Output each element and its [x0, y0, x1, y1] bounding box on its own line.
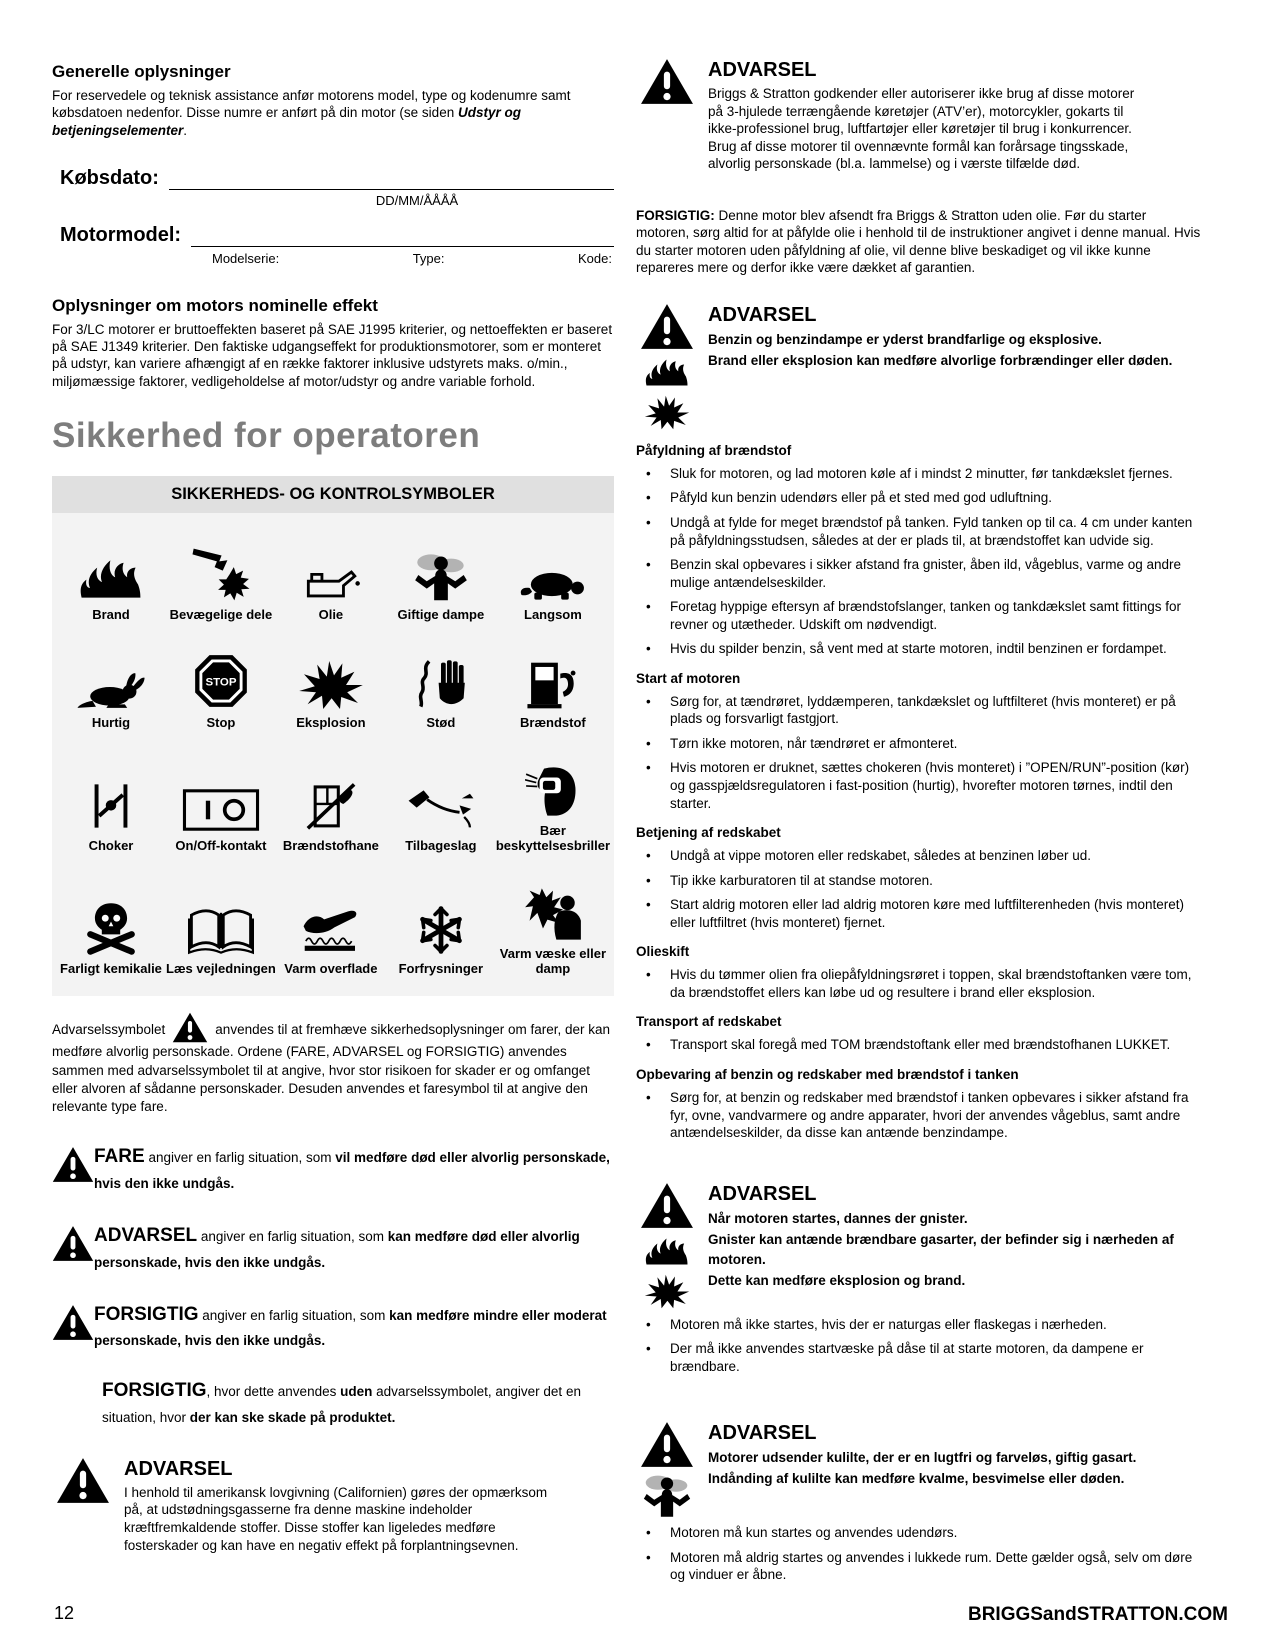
- symbol-cell-oil: [276, 537, 386, 623]
- symbol-label: Stød: [426, 714, 456, 730]
- spark-warning-bullets: [636, 1316, 1202, 1376]
- safety-symbols-grid: [52, 513, 614, 997]
- bullet-item: • Hvis du tømmer olien fra oliepåfyldningsrøret i toppen, skal brændstoftanken være tom, da brændstoffet ellers kan løbe ud og resultere i brand eller eksplosion.: [636, 966, 1202, 1001]
- bullet-item: • Motoren må aldrig startes og anvendes i lukkede rum. Dette gælder også, selv om døre og vinduer er åbne.: [636, 1549, 1202, 1584]
- warning-triangle-icon: [52, 1300, 94, 1353]
- bullet-item: • Motoren må kun startes og anvendes udendørs.: [636, 1524, 1202, 1542]
- safety-symbols-header: SIKKERHEDS- OG KONTROLSYMBOLER: [52, 476, 614, 513]
- choke-icon: [90, 768, 132, 832]
- turtle-icon: [518, 537, 588, 601]
- symbol-cell-goggles: [496, 753, 610, 854]
- spark-warning-line1: Når motoren startes, dannes der gnister.: [708, 1210, 968, 1226]
- co-warning-line2: Indånding af kulilte kan medføre kvalme, besvimelse eller døden.: [708, 1471, 1125, 1487]
- equipment-operation-bullets: [636, 847, 1202, 931]
- model-series-label: Modelserie:: [212, 250, 280, 266]
- equipment-operation-section: [636, 825, 1202, 931]
- bullet-item: • Sørg for, at benzin og redskaber med brændstof i tanken opbevares i sikker afstand fra fyr, ovne, vandvarmere og andre apparater, hvori der anvendes vågeblus, samt andre antændelseskilder, da disse kan antænde benzindampe.: [636, 1089, 1202, 1142]
- atv-warning: [636, 58, 1202, 173]
- bullet-item: • Sørg for, at tændrøret, lyddæmperen, tankdækslet og luftfilteret (hvis monteret) er på plads og forsvarligt fastgjort.: [636, 693, 1202, 728]
- right-column: [636, 58, 1202, 1591]
- explosion-icon: [644, 395, 690, 430]
- page-number: 12: [54, 1603, 75, 1623]
- california-warning-body: [124, 1457, 562, 1554]
- california-warning-icons: [52, 1457, 114, 1554]
- section-heading: Olieskift: [636, 944, 690, 960]
- symbol-cell-chemical: [56, 876, 166, 977]
- model-code-label: Kode:: [578, 250, 612, 266]
- fuel-warning-line1: Benzin og benzindampe er yderst brandfarlige og eksplosive.: [708, 331, 1102, 347]
- symbol-label: Langsom: [524, 606, 582, 622]
- bullet-item: • Hvis motoren er druknet, sættes chokeren (hvis monteret) i ”OPEN/RUN”-position (kør) og gasspjældsregulatoren i fast-position (hurtig), hvorefter motoren tørnes, indtil den starter.: [636, 759, 1202, 812]
- symbol-cell-fuel: [496, 645, 610, 731]
- oil-change-section: [636, 944, 1202, 1001]
- warning-title: ADVARSEL: [708, 1182, 817, 1205]
- section-heading: Påfyldning af brændstof: [636, 442, 792, 458]
- left-column: [52, 62, 614, 1554]
- carbon-monoxide-bullets: [636, 1524, 1202, 1584]
- symbol-cell-fire: [56, 537, 166, 623]
- signal-word: FORSIGTIG: [102, 1380, 207, 1402]
- fuel-warning-line2: Brand eller eksplosion kan medføre alvorlige forbrændinger eller døden.: [708, 352, 1173, 368]
- signal-consequence: kan medføre død eller alvorlig personskade, hvis den ikke undgås.: [94, 1228, 580, 1270]
- note-bold: der kan ske skade på produktet.: [189, 1410, 396, 1425]
- read-manual-icon: [188, 891, 254, 955]
- symbol-label: Farligt kemikalie: [60, 960, 162, 976]
- warning-title: ADVARSEL: [708, 303, 817, 326]
- symbol-label: Varm overflade: [284, 960, 378, 976]
- section-heading: Start af motoren: [636, 670, 741, 686]
- symbol-label: Eksplosion: [296, 714, 366, 730]
- bullet-item: • Foretag hyppige eftersyn af brændstofslanger, tanken og tankdækslet samt fittings for revner og utætheder. Udskift om nødvendigt.: [636, 598, 1202, 633]
- california-warning: [52, 1457, 614, 1554]
- section-heading: Opbevaring af benzin og redskaber med brændstof i tanken: [636, 1066, 1019, 1082]
- purchase-record: [52, 167, 614, 266]
- signal-word: ADVARSEL: [94, 1224, 198, 1246]
- symbol-label: Forfrysninger: [398, 960, 484, 976]
- caution-definition: [52, 1300, 614, 1353]
- symbol-cell-kickback: [386, 753, 496, 854]
- rabbit-icon: [76, 645, 146, 709]
- carbon-monoxide-warning-icons: [636, 1421, 698, 1517]
- carbon-monoxide-warning-body: [708, 1421, 1136, 1517]
- alert-symbol-note: [52, 1012, 614, 1116]
- bullet-item: • Hvis du spilder benzin, så vent med at starte motoren, indtil benzinen er fordampet.: [636, 640, 1202, 658]
- warning-triangle-icon: [52, 1142, 94, 1195]
- symbol-label: Olie: [318, 606, 344, 622]
- oil-can-icon: [297, 537, 365, 601]
- engine-start-bullets: [636, 693, 1202, 812]
- symbol-cell-fast: [56, 645, 166, 731]
- fuel-warning: [636, 303, 1202, 430]
- symbol-label: Brand: [92, 606, 130, 622]
- symbol-cell-explosion: [276, 645, 386, 731]
- purchase-date-blank-line: [169, 187, 614, 190]
- warning-triangle-icon: [640, 58, 694, 105]
- engine-model-blank-line: [191, 244, 614, 247]
- general-info-paragraph: [52, 87, 614, 139]
- power-rating-title: Oplysninger om motors nominelle effekt: [52, 295, 378, 315]
- symbol-label: Stop: [206, 714, 236, 730]
- symbol-label: Læs vejledningen: [166, 960, 276, 976]
- symbol-label: Hurtig: [91, 714, 131, 730]
- explosion-icon: [298, 645, 364, 709]
- spark-warning-body: [708, 1182, 1180, 1309]
- safety-goggles-icon: [525, 753, 581, 817]
- warning-title: ADVARSEL: [708, 59, 817, 81]
- symbol-label: Bevægelige dele: [169, 606, 273, 622]
- operator-safety-title: Sikkerhed for operatoren: [52, 415, 481, 455]
- signal-word: FARE: [94, 1146, 145, 1168]
- atv-warning-body: [708, 58, 1146, 173]
- model-type-label: Type:: [412, 250, 445, 266]
- frostbite-icon: [416, 891, 466, 955]
- symbol-cell-hot-surface: [276, 876, 386, 977]
- storage-bullets: [636, 1089, 1202, 1142]
- oil-caution-paragraph: [636, 207, 1202, 277]
- purchase-date-row: [60, 167, 614, 190]
- bullet-item: • Påfyld kun benzin udendørs eller på et sted med god udluftning.: [636, 489, 1202, 507]
- bullet-item: • Tip ikke karburatoren til at standse motoren.: [636, 872, 1202, 890]
- symbol-label: Giftige dampe: [397, 606, 485, 622]
- symbol-label: Brændstof: [520, 714, 586, 730]
- section-heading: Transport af redskabet: [636, 1014, 782, 1030]
- warning-definition: [52, 1221, 614, 1274]
- warning-triangle-icon: [56, 1457, 110, 1504]
- fuel-shutoff-icon: [303, 768, 359, 832]
- bullet-item: • Motoren må ikke startes, hvis der er naturgas eller flaskegas i nærheden.: [636, 1316, 1202, 1334]
- bullet-item: • Transport skal foregå med TOM brændstoftank eller med brændstofhanen LUKKET.: [636, 1036, 1202, 1054]
- hot-liquid-steam-icon: [524, 876, 582, 940]
- signal-mid: angiver en farlig situation, som: [144, 1150, 336, 1166]
- general-info-text: For reservedele og teknisk assistance anfør motorens model, type og kodenumre samt købsdatoen nedenfor. Disse numre er anført på din motor (se siden: [52, 88, 571, 121]
- bullet-item: • Der må ikke anvendes startvæske på dåse til at starte motoren, da dampene er brændbare.: [636, 1340, 1202, 1375]
- symbol-cell-frostbite: [386, 876, 496, 977]
- toxic-fumes-icon: [412, 537, 470, 601]
- warning-title: ADVARSEL: [124, 1457, 233, 1480]
- general-info-reference: Udstyr og betjeningselementer: [52, 105, 521, 138]
- fuel-filling-bullets: [636, 465, 1202, 658]
- symbol-cell-on-off: [166, 753, 276, 854]
- spark-warning: [636, 1182, 1202, 1309]
- symbol-cell-moving-parts: [166, 537, 276, 623]
- note-text: , hvor dette anvendes: [206, 1384, 341, 1400]
- power-rating-paragraph: For 3/LC motorer er bruttoeffekten baseret på SAE J1995 kriterier, og nettoeffekten er baseret på SAE J1349 kriterier. Den faktiske udgangseffekt for produktionsmotorer, som er monteret på udstyr, kan variere afhængigt af en række faktorer inklusive udstyrets maks. o/min., miljømæssige faktorer, vedligeholdelse af motor/udstyr og andre variable forhold.: [52, 321, 613, 389]
- symbol-cell-read-manual: [166, 876, 276, 977]
- stop-sign-icon: [193, 645, 249, 709]
- symbol-label: Varm væske eller damp: [499, 945, 607, 976]
- atv-warning-text: Briggs & Stratton godkender eller autoriserer ikke brug af disse motorer på 3-hjulede terrængående køretøjer (ATV’er), motorcykler, gokarts til ikke-professionel brug, luftfartøjer eller køretøjer til brug i konkurrencer. Brug af disse motorer til ovennævnte formål kan forårsage tingsskade, alvorlig personskade (bl.a. lammelse) og i værste tilfælde død.: [708, 86, 1135, 172]
- symbol-label: Brændstofhane: [282, 837, 379, 853]
- note-bold: uden: [340, 1384, 373, 1400]
- warning-title: ADVARSEL: [708, 1422, 817, 1445]
- warning-triangle-icon: [172, 1012, 208, 1043]
- transport-bullets: [636, 1036, 1202, 1054]
- safety-symbols-box: [52, 476, 614, 997]
- footer-website: BRIGGSandSTRATTON.COM: [967, 1604, 1228, 1625]
- on-off-switch-icon: [182, 768, 260, 832]
- fuel-warning-icons: [636, 303, 698, 430]
- symbol-label: Bær beskyttelsesbriller: [495, 822, 611, 853]
- co-warning-line1: Motorer udsender kulilte, der er en lugtfri og farveløs, giftig gasart.: [708, 1450, 1137, 1466]
- caution-without-symbol-note: [102, 1376, 614, 1429]
- symbol-cell-stop: [166, 645, 276, 731]
- symbol-cell-fuel-shutoff: [276, 753, 386, 854]
- fire-icon: [78, 537, 144, 601]
- electric-shock-icon: [411, 645, 471, 709]
- warning-triangle-icon: [640, 1182, 694, 1229]
- model-sublabels-row: [212, 251, 614, 266]
- hazardous-chemical-icon: [81, 891, 141, 955]
- symbol-label: On/Off-kontakt: [175, 837, 267, 853]
- toxic-fumes-icon: [641, 1473, 693, 1517]
- signal-mid: angiver en farlig situation, som: [198, 1307, 390, 1323]
- engine-start-section: [636, 671, 1202, 812]
- explosion-icon: [644, 1274, 690, 1309]
- atv-warning-icons: [636, 58, 698, 173]
- warning-triangle-icon: [52, 1221, 94, 1274]
- bullet-item: • Undgå at vippe motoren eller redskabet, således at benzinen løber ud.: [636, 847, 1202, 865]
- symbol-cell-hot-liquid: [496, 876, 610, 977]
- bullet-item: • Benzin skal opbevares i sikker afstand fra gnister, åben ild, vågeblus, varme og andre mulige antændelseskilder.: [636, 556, 1202, 591]
- fire-icon: [644, 357, 690, 388]
- warning-definition-text: [94, 1221, 614, 1274]
- section-heading: Betjening af redskabet: [636, 825, 781, 841]
- signal-mid: angiver en farlig situation, som: [197, 1228, 388, 1244]
- hot-surface-icon: [299, 891, 363, 955]
- engine-model-label: Motormodel:: [60, 223, 182, 246]
- transport-section: [636, 1014, 1202, 1054]
- danger-definition: [52, 1142, 614, 1195]
- caution-text: Denne motor blev afsendt fra Briggs & Stratton uden olie. Før du starter motoren, sørg altid for at påfylde olie i henhold til de instruktioner angivet i denne manual. Hvis du starter motoren uden påfyldning af olie, vil denne blive beskadiget og vil ikke kunne repareres mere og derfor ikke være dækket af garantien.: [636, 207, 1201, 276]
- warning-triangle-icon: [640, 1421, 694, 1468]
- bullet-item: • Tørn ikke motoren, når tændrøret er afmonteret.: [636, 735, 1202, 753]
- warning-triangle-icon: [640, 303, 694, 350]
- symbol-cell-toxic-fumes: [386, 537, 496, 623]
- danger-definition-text: [94, 1142, 614, 1195]
- date-format-hint: DD/MM/ÅÅÅÅ: [375, 192, 459, 208]
- general-info-title: Generelle oplysninger: [52, 62, 231, 81]
- spark-warning-line3: Dette kan medføre eksplosion og brand.: [708, 1273, 966, 1289]
- symbol-cell-slow: [496, 537, 610, 623]
- spark-warning-icons: [636, 1182, 698, 1309]
- bullet-item: • Undgå at fylde for meget brændstof på tanken. Fyld tanken op til ca. 4 cm under kanten på påfyldningsstudsen, således at der er plads til, at brændstoffet kan udvide sig.: [636, 514, 1202, 549]
- stop-sign-text: STOP: [205, 676, 237, 689]
- oil-change-bullets: [636, 966, 1202, 1001]
- moving-parts-icon: [189, 537, 253, 601]
- signal-word: FORSIGTIG: [94, 1303, 199, 1325]
- fire-icon: [644, 1236, 690, 1267]
- symbol-cell-shock: [386, 645, 496, 731]
- california-warning-text: I henhold til amerikansk lovgivning (Californien) gøres der opmærksom på, at udstødningsgasserne fra denne maskine indeholder kræftfremkaldende stoffer. Disse stoffer kan ligeledes medføre fosterskader og kan have en negativ effekt på forplantningsevnen.: [124, 1484, 548, 1553]
- alert-note-pre: Advarselssymbolet: [52, 1022, 166, 1038]
- signal-consequence: vil medføre død eller alvorlig personskade, hvis den ikke undgås.: [94, 1150, 610, 1192]
- purchase-date-label: Købsdato:: [60, 166, 159, 189]
- kickback-icon: [406, 768, 476, 832]
- bullet-item: • Start aldrig motoren eller lad aldrig motoren køre med luftfilterenheden (hvis monteret) eller luftfiltret (hvis monteret) fjernet.: [636, 896, 1202, 931]
- fuel-pump-icon: [525, 645, 581, 709]
- alert-note-post: anvendes til at fremhæve sikkerhedsoplysninger om farer, der kan medføre alvorlig personskade. Ordene (FARE, ADVARSEL og FORSIGTIG) anvendes sammen med advarselssymbolet til at angive, hvor stor risikoen for skader er og omfanget eller alvoren af sådanne personskader. Desuden anvendes et faresymbol til at angive den relevante type fare.: [52, 1022, 610, 1115]
- signal-consequence: kan medføre mindre eller moderat personskade, hvis den ikke undgås.: [94, 1307, 607, 1349]
- caution-definition-text: [94, 1300, 614, 1353]
- symbol-label: Tilbageslag: [405, 837, 477, 853]
- general-info-text-end: .: [183, 122, 188, 138]
- fuel-filling-section: [636, 443, 1202, 658]
- symbol-label: Choker: [88, 837, 134, 853]
- note-text: advarselssymbolet, angiver det en situation, hvor: [102, 1384, 581, 1425]
- fuel-warning-body: [708, 303, 1172, 430]
- symbol-cell-choke: [56, 753, 166, 854]
- storage-section: [636, 1067, 1202, 1142]
- carbon-monoxide-warning: [636, 1421, 1202, 1517]
- caution-label: FORSIGTIG:: [636, 207, 715, 223]
- spark-warning-line2: Gnister kan antænde brændbare gasarter, der befinder sig i nærheden af motoren.: [708, 1231, 1174, 1268]
- engine-model-row: [60, 224, 614, 247]
- bullet-item: • Sluk for motoren, og lad motoren køle af i mindst 2 minutter, før tankdækslet fjernes.: [636, 465, 1202, 483]
